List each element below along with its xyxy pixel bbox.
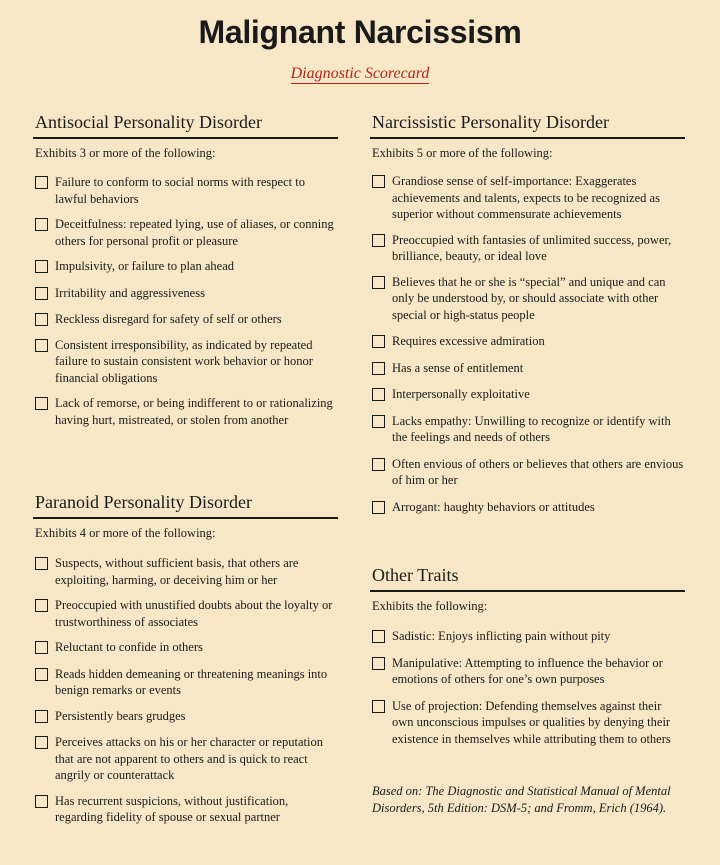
- checkbox[interactable]: [372, 700, 385, 713]
- item-label: Preoccupied with fantasies of unlimited success, power, brilliance, beauty, or ideal love: [392, 232, 672, 263]
- checklist-item: [370, 499, 685, 516]
- checkbox[interactable]: [35, 736, 48, 749]
- item-label: Preoccupied with unustified doubts about the loyalty or trustworthiness of associates: [55, 598, 333, 629]
- checklist-item: [33, 174, 338, 207]
- checkbox[interactable]: [35, 641, 48, 654]
- item-label: Manipulative: Attempting to influence the behavior or emotions of others for one’s own purposes: [392, 655, 663, 686]
- checklist-item: [33, 395, 338, 428]
- checkbox[interactable]: [372, 458, 385, 471]
- item-label: Reluctant to confide in others: [55, 640, 203, 654]
- checklist-item: [370, 333, 685, 350]
- checkbox[interactable]: [35, 397, 48, 410]
- section-divider: [33, 517, 338, 519]
- item-label: Believes that he or she is “special” and unique and can only be understood by, or should associate with other special or high-status people: [392, 274, 666, 322]
- item-label: Sadistic: Enjoys inflicting pain without pity: [392, 629, 611, 643]
- checkbox[interactable]: [372, 501, 385, 514]
- page-subtitle: Diagnostic Scorecard: [290, 65, 430, 82]
- checkbox[interactable]: [35, 313, 48, 326]
- section-other-traits: [370, 564, 685, 747]
- source-citation: Based on: The Diagnostic and Statistical Manual of Mental Disorders, 5th Edition: DSM-5; and Fromm, Erich (1964).: [372, 784, 671, 815]
- checkbox[interactable]: [372, 335, 385, 348]
- checklist-item: [370, 698, 685, 748]
- checkbox[interactable]: [35, 557, 48, 570]
- item-label: Has recurrent suspicions, without justification, regarding fidelity of spouse or sexual partner: [55, 793, 289, 824]
- section-divider: [370, 137, 685, 139]
- checklist-item: [33, 708, 338, 725]
- item-label: Lack of remorse, or being indifferent to or rationalizing having hurt, mistreated, or stolen from another: [55, 396, 333, 427]
- item-label: Suspects, without sufficient basis, that others are exploiting, harming, or deceiving him or her: [55, 556, 299, 587]
- checklist-item: [370, 655, 685, 688]
- item-label: Consistent irresponsibility, as indicated by repeated failure to sustain consistent work behavior or honor financial obligations: [55, 337, 313, 385]
- checkbox[interactable]: [35, 710, 48, 723]
- checkbox[interactable]: [372, 362, 385, 375]
- checklist-item: [370, 413, 685, 446]
- checklist-item: [33, 793, 338, 826]
- checkbox[interactable]: [35, 339, 48, 352]
- checklist-item: [33, 216, 338, 249]
- section-paranoid: [33, 491, 338, 826]
- checklist-item: [33, 597, 338, 630]
- page-title: Malignant Narcissism: [198, 14, 522, 50]
- item-label: Deceitfulness: repeated lying, use of aliases, or conning others for personal profit or pleasure: [55, 217, 334, 248]
- checkbox[interactable]: [35, 218, 48, 231]
- checkbox[interactable]: [372, 276, 385, 289]
- checklist-item: [33, 285, 338, 302]
- section-divider: [370, 590, 685, 592]
- section-title: Paranoid Personality Disorder: [35, 492, 252, 512]
- section-divider: [33, 137, 338, 139]
- checklist-item: [33, 311, 338, 328]
- checklist-item: [370, 628, 685, 645]
- item-label: Lacks empathy: Unwilling to recognize or identify with the feelings and needs of others: [392, 413, 671, 444]
- checklist-item: [33, 639, 338, 656]
- checklist-item: [370, 274, 685, 324]
- item-label: Grandiose sense of self-importance: Exaggerates achievements and talents, expects to be recognized as superior without commensurate achievements: [392, 174, 660, 221]
- item-label: Often envious of others or believes that others are envious of him or her: [392, 456, 684, 487]
- item-label: Reads hidden demeaning or threatening meanings into benign remarks or events: [55, 666, 328, 697]
- checklist-item: [33, 666, 338, 699]
- checklist-item: [370, 232, 685, 265]
- item-label: Impulsivity, or failure to plan ahead: [55, 259, 234, 273]
- checkbox[interactable]: [372, 657, 385, 670]
- checkbox[interactable]: [35, 176, 48, 189]
- checkbox[interactable]: [35, 668, 48, 681]
- item-label: Persistently bears grudges: [55, 708, 186, 723]
- item-label: Requires excessive admiration: [392, 334, 545, 348]
- section-criteria: Exhibits 3 or more of the following:: [35, 146, 216, 160]
- checklist-item: [33, 734, 338, 784]
- checkbox[interactable]: [372, 234, 385, 247]
- checklist-item: [370, 386, 685, 403]
- section-title: Narcissistic Personality Disorder: [372, 112, 609, 132]
- item-label: Reckless disregard for safety of self or others: [55, 312, 282, 326]
- item-label: Irritability and aggressiveness: [55, 285, 205, 300]
- checkbox[interactable]: [35, 260, 48, 273]
- section-criteria: Exhibits 4 or more of the following:: [35, 526, 216, 540]
- item-label: Failure to conform to social norms with respect to lawful behaviors: [55, 175, 305, 206]
- item-label: Has a sense of entitlement: [392, 360, 524, 375]
- item-label: Arrogant: haughty behaviors or attitudes: [392, 499, 595, 514]
- checklist-item: [370, 360, 685, 377]
- item-label: Interpersonally exploitative: [392, 387, 530, 401]
- section-antisocial: [33, 111, 338, 428]
- checkbox[interactable]: [372, 415, 385, 428]
- checkbox[interactable]: [372, 175, 385, 188]
- section-title: Antisocial Personality Disorder: [35, 112, 262, 132]
- item-label: Use of projection: Defending themselves against their own unconscious impulses or qualities by denying their existence in themselves while attributing them to others: [392, 698, 671, 746]
- checklist-item: [33, 555, 338, 588]
- section-title: Other Traits: [372, 565, 459, 585]
- checkbox[interactable]: [35, 795, 48, 808]
- checklist-item: [33, 258, 338, 275]
- checklist-item: [33, 337, 338, 387]
- checkbox[interactable]: [35, 599, 48, 612]
- checkbox[interactable]: [35, 287, 48, 300]
- checklist-item: [370, 173, 685, 223]
- section-criteria: Exhibits the following:: [372, 599, 488, 613]
- checkbox[interactable]: [372, 630, 385, 643]
- checkbox[interactable]: [372, 388, 385, 401]
- section-criteria: Exhibits 5 or more of the following:: [372, 146, 553, 160]
- item-label: Perceives attacks on his or her character or reputation that are not apparent to others and is quick to react angrily or counterattack: [55, 735, 323, 782]
- checklist-item: [370, 456, 685, 489]
- section-narcissistic: [370, 111, 685, 515]
